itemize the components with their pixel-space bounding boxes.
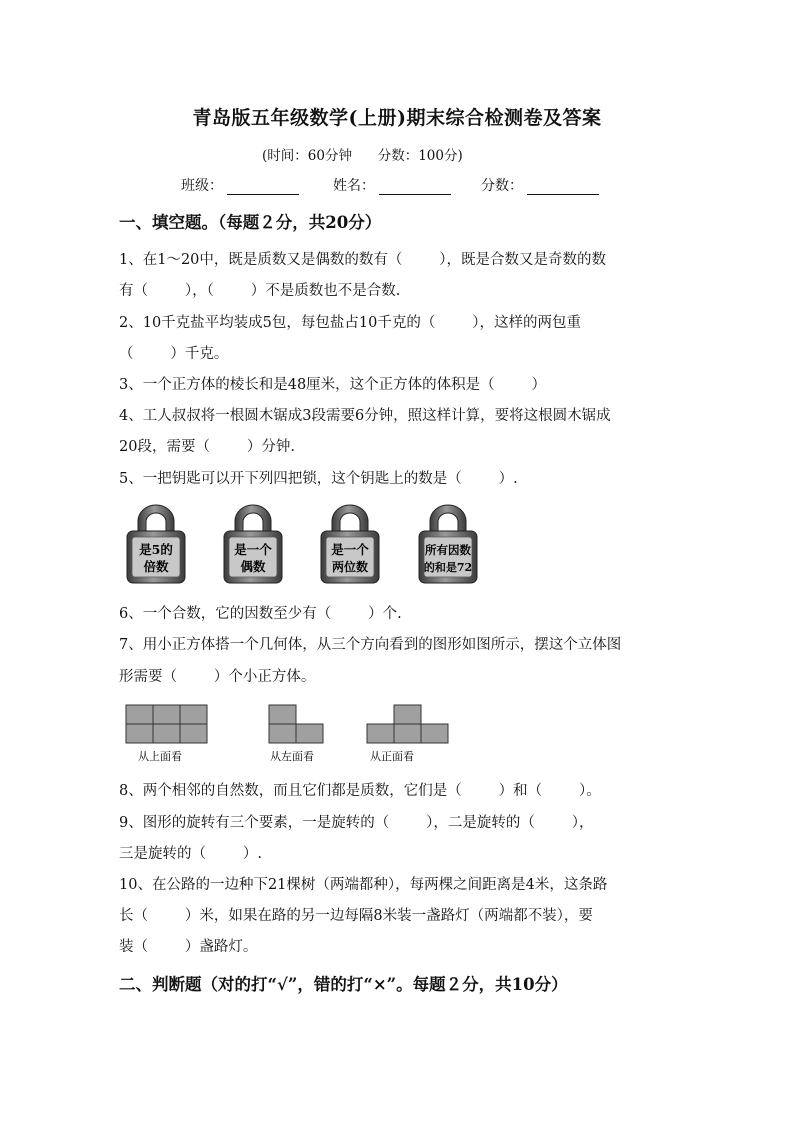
class-field[interactable] — [181, 175, 299, 195]
question-10-line-1: 10、在公路的一边种下21棵树（两端都种），每两棵之间距离是4米，这条路 — [119, 877, 608, 893]
three-view-figure — [124, 703, 464, 765]
score-field[interactable] — [481, 175, 599, 195]
view-from-top — [126, 705, 207, 743]
lock-4 — [416, 503, 480, 585]
question-1-line-1: 1、在1～20中，既是质数又是偶数的数有（ ），既是合数又是奇数的数 — [119, 252, 607, 268]
question-10-line-3: 装（ ）盏路灯。 — [119, 939, 258, 955]
exam-subtitle: (时间：60分钟 分数：100分) — [262, 148, 463, 164]
section-heading-true-false: 二、判断题（对的打“√”，错的打“×”。每题２分，共10分） — [119, 975, 568, 994]
lock-figure — [124, 503, 504, 585]
score-blank[interactable] — [527, 178, 599, 195]
question-2-line-2: （ ）千克。 — [119, 346, 229, 362]
class-label: 班级： — [181, 178, 223, 194]
lock-1 — [124, 503, 188, 585]
lock-2-line-2: 偶数 — [240, 559, 266, 574]
view-from-left — [269, 705, 323, 743]
question-7-line-1: 7、用小正方体搭一个几何体，从三个方向看到的图形如图所示，摆这个立体图 — [119, 637, 622, 653]
question-1-line-2: 有（ ），（ ）不是质数也不是合数. — [119, 283, 401, 299]
caption-top-view: 从上面看 — [138, 750, 182, 763]
page-title: 青岛版五年级数学(上册)期末综合检测卷及答案 — [192, 107, 602, 129]
lock-4-line-2: 的和是72 — [423, 561, 473, 574]
lock-2 — [221, 503, 285, 585]
question-4-line-2: 20段，需要（ ）分钟. — [119, 439, 295, 455]
lock-1-line-1: 是5的 — [139, 542, 173, 557]
caption-left-view: 从左面看 — [270, 750, 314, 763]
lock-3-line-2: 两位数 — [331, 560, 369, 574]
name-label: 姓名： — [333, 178, 375, 194]
question-9-line-2: 三是旋转的（ ）. — [119, 846, 262, 862]
student-info-row — [181, 175, 599, 195]
question-9-line-1: 9、图形的旋转有三个要素，一是旋转的（ ），二是旋转的（ ）， — [119, 815, 594, 831]
question-7-line-2: 形需要（ ）个小正方体。 — [119, 669, 316, 685]
question-4-line-1: 4、工人叔叔将一根圆木锯成3段需要6分钟，照这样计算，要将这根圆木锯成 — [119, 408, 611, 424]
lock-3-line-1: 是一个 — [331, 542, 369, 557]
name-field[interactable] — [333, 175, 451, 195]
question-2-line-1: 2、10千克盐平均装成5包，每包盐占10千克的（ ），这样的两包重 — [119, 315, 581, 331]
name-blank[interactable] — [379, 178, 451, 195]
lock-2-line-1: 是一个 — [234, 542, 272, 557]
score-label: 分数： — [481, 178, 523, 194]
lock-3 — [318, 503, 382, 585]
view-from-front — [367, 705, 448, 743]
section-heading-fill-blank: 一、填空题。（每题２分，共20分） — [119, 213, 382, 232]
class-blank[interactable] — [227, 178, 299, 195]
lock-4-line-1: 所有因数 — [425, 543, 471, 557]
caption-front-view: 从正面看 — [370, 750, 414, 763]
question-6: 6、一个合数，它的因数至少有（ ）个. — [119, 606, 402, 622]
question-10-line-2: 长（ ）米，如果在路的另一边每隔8米装一盏路灯（两端都不装），要 — [119, 908, 593, 924]
lock-1-line-2: 倍数 — [143, 559, 169, 574]
question-5: 5、一把钥匙可以开下列四把锁，这个钥匙上的数是（ ）. — [119, 471, 518, 487]
question-3: 3、一个正方体的棱长和是48厘米，这个正方体的体积是（ ） — [119, 377, 547, 393]
question-8: 8、两个相邻的自然数，而且它们都是质数，它们是（ ）和（ ）。 — [119, 783, 601, 799]
